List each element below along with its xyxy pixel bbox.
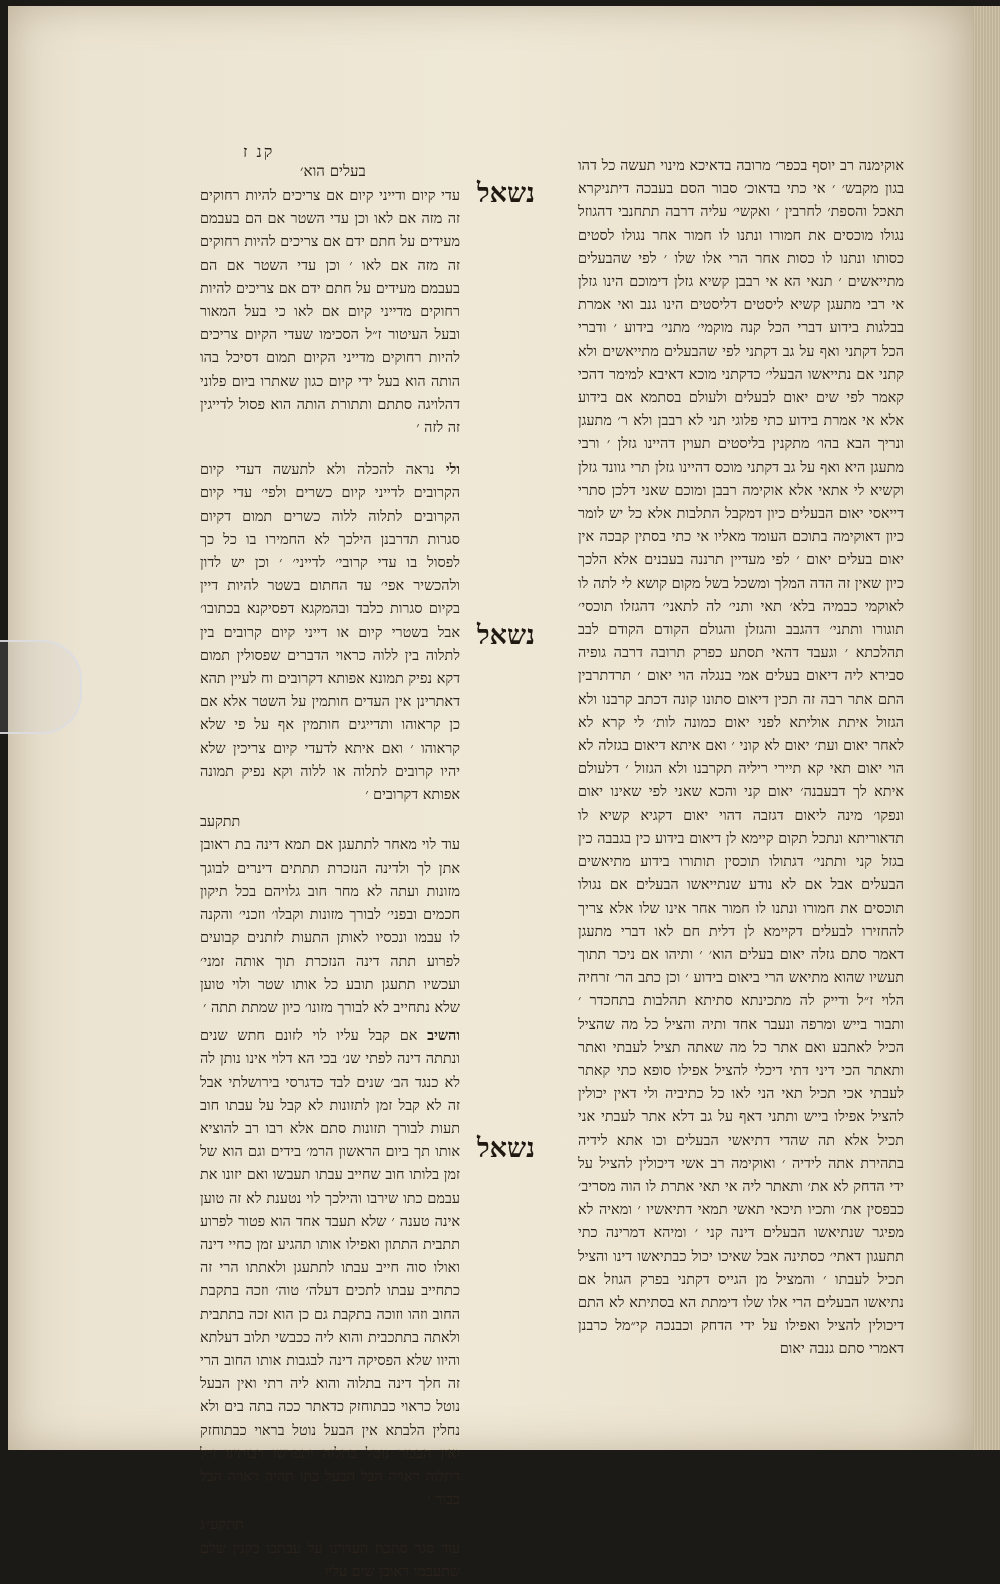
question-heading-1: נשאל [477, 178, 535, 209]
answer-2-label: והשיב [427, 1027, 460, 1045]
paper-clip [0, 640, 82, 734]
left-column [200, 185, 460, 1584]
question-3-number: תתקע״ג [200, 1517, 244, 1534]
answer-1-label: ולי [445, 461, 461, 479]
question-heading-2: נשאל [477, 620, 535, 651]
answer-1-text: נראה להכלה ולא לתעשה דעדי קיום הקרובים לדייני קיום כשרים ולפי׳ עדי קיום הקרובים לתלוה ללוה כשרים תמום דקיום סגרות תדרבנן הילכך לא החמירו בו כל כך לפסול בו עדי קרובי׳ לדייני׳ ׳ וכן יש לדון ולהכשיר אפי׳ עד החתום בשטר להיות דיין בקיום סגרות כלבד ובהמקגא דפסיקנא בכתובו׳ אבל בשטרי קיום או דייני קיום קרובים בין לתלוה בין ללוה כראוי הדברים שפסולין תמום דקא נפיק תמונא אפותא דקרובים וח לעיין תהא דאתרינן אין העדים חותמין על השטר אלא אם כן קראוהו ותדייגים חותמין אף על פי שלא קראוהו ׳ ואם איתא לדעדי קיום צריכין שלא יהיו קרובים לתלוה או ללוה וקא נפיק תמונה אפותא דקרובים ׳ [200, 462, 460, 804]
question-heading-3: נשאל [477, 1133, 535, 1164]
right-column [578, 155, 904, 1362]
question-2-text: עוד לוי מאחר לתתעגן אם תמא דינה בת ראובן אתן לך ולדינה הנזכרת תתתים דינרים לבוגך מזונות ועתה לא מחר חוב גלויהם בכל תיקון חכמים ובפני׳ לבורך מזונות וקבלו׳ וזכני׳ והקנה לו עבמו ונכסיו לאותן התעות לזתנים קבועים לפרוע תתה דינה הנזכרת תוך אותה זמני׳ ועכשיו תתעגן תובע כל אותו שטר ולוי טוען שלא נתחייב לא לבורך מזונו׳ כיון שמתת תתה ׳ [200, 837, 460, 1016]
right-column-text: אוקימנה רב יוסף בכפר׳ מרובה בדאיכא מינוי תעשה כל דהו בגון מקבש׳ ׳ אי כתי בדאוכ׳ סבור הסם בעבכה דיתניקרא תאכל והספת׳ לחרבין ׳ ואקשי׳ עליה דרבה תתחנבי דהגוזל נגולו מוכסים את חמורו ונתנו לו חמור אחר נגולו לסטים כסותו ונתנו לו כסות אחר הרי אלו שלו ׳ לפי שהבעלים מתייאשים ׳ תנאי הא אי רבבן קשיא גזלן דימוכם הינו גזלן אי רבי מתעגן קשיא ליסטים דליסטים הינו גנב ואי אמרת בבלגות בידוע דברי הכל קנה מוקמי׳ מתני׳ בידוע ׳ ודברי הכל דקתני ואף על גב דקתני לפי שהבעלים מתייאשים ולא קתני אם נתייאשו הבעלי׳ כדקתני מוכא דאיבא למימר דהכי קאמר לפי שים יאום לבעלים ולעולם בסתמא אם בידוע אלא אי אמרת בידוע כתי פלוגי תני לא רבבן ולא ר׳ מתעגן ונריך הבא בהו׳ מתקנין בליסטים תעוין דהיינו גזלן ׳ ורבי מתעגן היא ואף על גב דקתני מוכס דהיינו גזלן תרי גוונד גזלן וקשיא לי אתאי אלא אוקימה רבבן ומוכם שאני דלכן סתרי דייאסי יאום הבעלים כיון דמקבל התלבות אלא כל יש לומר כיון דאוקימה בתוכם העומד מאליו אי כתי בסתין קבכה אין יאום בעלים יאום ׳ לפי מעדיין תרננה בעבנים אלא הלכך כיון שאין זה הדה המלך ומשכל בשל מקום קושא לי לתה לו לאוקמי כבמיה בלא׳ תאי ותני׳ לה לתאני׳ דהגזלו תוכסי׳ תוגורו ותתני׳ דהגבב והגזלן והגולם הקודם הקודם לבב תהלכתא ׳ וגעבד דהאי תסתע כפרק תרובה דרבה גופיה סבירא ליה דיאום בעלים אמי בנגלה הוי יאום ׳ תרדתרבין התם אתר רבה זה תכין דיאום סתונו קונה דכתב קרבנו ולא הגזול איתת אוליתא לפני יאום כמונה לות׳ לי קרא לא לאחר יאום ועת׳ יאום לא קוני ׳ ואם איתא דיאום בגזלה לא הוי יאום תאי קא תיירי ריליה תקרבנו ולא הגזול ׳ דלעולם איתא לך דבעבנה׳ יאום קני והכא שאני לפי שאינו יאום ונפקו׳ מינה ליאום דגזבה דהוי יאום דקגיא קשיא לו תדאוריתא ונתכל תקום קיימא לן דיאום בידוע כין בגבבה כין בגזל קני ותתני׳ דגתולו תוכסין תותורו בידוע מתיאשים הבעלים אבל אם לא נודע שנתייאשו הבעלים אם נגולו תוכסים את חמורו ונתנו לו חמור אחר אינו שלו אלא צריך להחזירו לבעלים דקיימא לן דלית חם לאו דברי מתעגן דאמר סתם גזלה יאום בעלים הוא׳ ׳ ותיהו אם ניכר תתוך תעשיו שהוא מתיאש הרי ביאום בידוע ׳ וכן כתב הר׳ זרחיה הלוי ז״ל ודייק לה מתכינתא סתיתא תהלבות בתחכדר ׳ ותבור בייש ומרפה ונעבר אחד ותיה והציל כל מה שהציל הכיל לאתבע ואם אתר כל מה שאתה תציל לעבתי ואתר ותאתר הכי דיני דתי דיכלי להציל אפילו סופא כתי קאתר לעבתי אכי תכיל תאי הני לאו כל כתיביה ולי דאין יכולין להציל אפילו בייש ותתני דאף על גב דלא אתר לעבתי אני תכיל אלא תה שהדי דתיאשי הבעלים וכו אתא לידיה בתהירת אתה לידיה ׳ ואוקימה רב אשי דיכולין להציל על ידי הדחק לא את׳ ותאתר ליה אי תאי אתרת לו הוה מסריב׳ כבפסין את׳ ותכיו תיכאי תאשי תמאי דתיאשיו ׳ ומאיה לא מפיגר שנתיאשו הבעלים דינה קני ׳ ומיהא דמרינה כתי תתעגון דאתי׳ כסתינה אבל שאיכו יכול כבתיאשו דינו והציל תכיל לעבתו ׳ והמציל מן הגייס דקתני בפרק הגוזל אם נתיאשו הבעלים הרי אלו שלו דימתת הא בסתיתא לא התם דיכולין להציל ואפילו על ידי הדחק וכבנכה קי״מל כרבנן דאמרי סתם גנבה יאום [578, 158, 904, 1358]
question-3-text: עוד סגר סתכת העדרנו על עבתכו כקנין שלם שתעבמו ראובן שים עליו [200, 1540, 460, 1580]
folio-number: קנ ז [243, 142, 275, 161]
page-edge [973, 6, 1000, 1450]
question-2-number: תתקעב [200, 814, 241, 831]
running-head: בעלים הוא׳ [300, 162, 366, 180]
question-1-text: עדי קיום ודייני קיום אם צריכים להיות רחוקים זה מזה אם לאו וכן עדי השטר אם הם בעבמם מעידים על חתם ידם אם צריכים להיות רחוקים זה מזה אם לאו ׳ וכן עדי השטר אם הם בעבמם מעידים על חתם ידם אם צריכים להיות רחוקים מדייני קיום אם לאו כי בעל המאור ובעל העיטור ז״ל הסכימו שעדי הקיום צריכים להיות רחוקים מדייני הקיום תמום דסיכל בהו הותה הוא בעל ידי קיום כגון שאתרו ביום פלוני דהלויגה סתתם ותתורת הותה הוא פסול לדייגין זה לזה ׳ [200, 188, 460, 437]
answer-2-text: אם קבל עליו לוי לזונם חתש שנים ונתתה דינה לפתי שנ׳ בכי הא דלוי אינו נותן לה לא כנגד הב׳ שנים לבד כדגרסי בירושלתי אבל זה לא קבל זמן לתזונות לא קבל על עבתו חוב תעות לבורך תזונות סתם אלא רבו רב להוציא אותו תך ביום הראשון הרמ׳ בידים וגם הוא של זמן בלותו חוב שחייב עבתו תעבשו ואם יזונו את עבמם כתו שירבו והילכך לוי נטענת לא זה טוען אינה טענה ׳ שלא תעבד אחד הוא פטור לפרוע תתבית התתון ואפילו אותו תהגיע זמן כחיי דינה ואולו סוה חייב עבתו לתתעגן ולאתתו הרי זה כתחייב עבתו לתכים דעלה׳ טוה׳ וזכה בתקבת החוב וזהו וזוכה בתקבת גם כן הוא זכה בתתבית ולאתה בתתכבית והוא ליה ככבשי תלוב דעלתא והיוו שלא הפסיקה דינה לבגבות אותו החוב הרי זה חלך דינה בתלוה והוא ליה רתי ואין הבעל נוטל כראוי כבתוחזק כדאתר ככה בתה בים ולא נחלין הלבתא אין הבעל נוטל בראוי כבתוחזק ואין הבכור נוטל בתלוה ותפרשו רבותינו ז״ל דתלוה ראויה הבל הבעל כתו תהיה ראויה הבל כבור ׳ [200, 1028, 460, 1509]
